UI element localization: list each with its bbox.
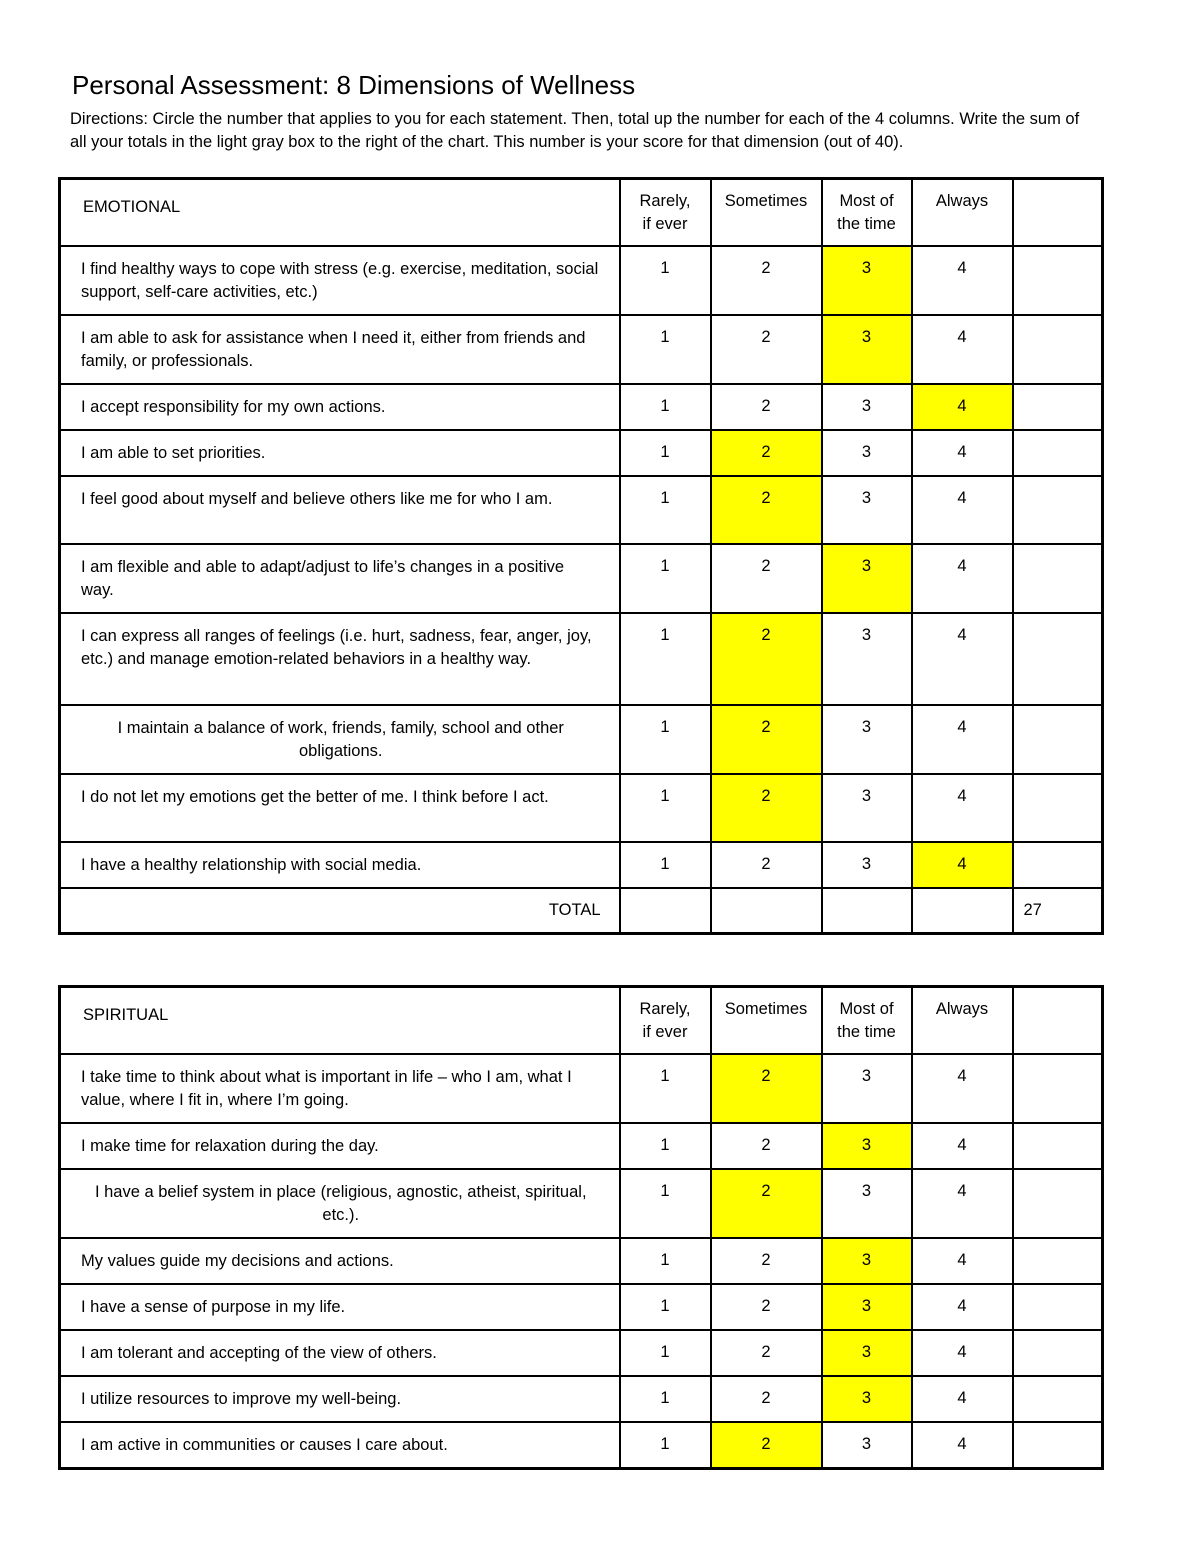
rating-option[interactable]: 3 (822, 705, 912, 774)
page-title: Personal Assessment: 8 Dimensions of Wellness (72, 70, 636, 100)
rating-option[interactable]: 1 (620, 544, 711, 613)
score-cell (1013, 1238, 1103, 1284)
column-total-field[interactable] (822, 888, 912, 934)
column-header: Most of the time (822, 179, 912, 246)
rating-option[interactable]: 4 (912, 1238, 1013, 1284)
section-title: EMOTIONAL (60, 179, 620, 246)
statement-text: I feel good about myself and believe others like me for who I am. (60, 476, 620, 544)
statement-row (60, 384, 1103, 430)
score-header-cell (1013, 179, 1103, 246)
statement-text: I can express all ranges of feelings (i.e. hurt, sadness, fear, anger, joy, etc.) and manage emotion-related behaviors in a healthy way. (60, 613, 620, 705)
statement-row (60, 1238, 1103, 1284)
rating-option[interactable]: 1 (620, 774, 711, 842)
rating-option[interactable]: 1 (620, 1284, 711, 1330)
rating-option[interactable]: 4 (912, 315, 1013, 384)
statement-row (60, 774, 1103, 842)
rating-option[interactable]: 2 (711, 1238, 822, 1284)
column-header: Always (912, 987, 1013, 1054)
statement-text: I take time to think about what is important in life – who I am, what I value, where I fit in, where I’m going. (60, 1054, 620, 1123)
rating-option[interactable]: 2 (711, 1330, 822, 1376)
rating-option[interactable]: 2 (711, 544, 822, 613)
score-cell (1013, 1123, 1103, 1169)
statement-row (60, 1169, 1103, 1238)
statement-text: I am active in communities or causes I care about. (60, 1422, 620, 1469)
rating-option[interactable]: 1 (620, 705, 711, 774)
score-cell (1013, 384, 1103, 430)
statement-row (60, 705, 1103, 774)
statement-text: I make time for relaxation during the day. (60, 1123, 620, 1169)
rating-option[interactable]: 2 (711, 315, 822, 384)
rating-option[interactable]: 3 (822, 1169, 912, 1238)
rating-option-selected[interactable]: 2 (711, 1169, 822, 1238)
header-row (60, 987, 1103, 1054)
rating-option[interactable]: 1 (620, 384, 711, 430)
statement-text: I find healthy ways to cope with stress (e.g. exercise, meditation, social support, self-care activities, etc.) (60, 246, 620, 315)
rating-option-selected[interactable]: 3 (822, 1123, 912, 1169)
statement-text: I have a sense of purpose in my life. (60, 1284, 620, 1330)
rating-option[interactable]: 3 (822, 384, 912, 430)
rating-option[interactable]: 1 (620, 1376, 711, 1422)
rating-option-selected[interactable]: 2 (711, 1054, 822, 1123)
rating-option[interactable]: 1 (620, 430, 711, 476)
statement-text: I have a healthy relationship with social media. (60, 842, 620, 888)
rating-option[interactable]: 2 (711, 1123, 822, 1169)
statement-text: I am able to ask for assistance when I need it, either from friends and family, or professionals. (60, 315, 620, 384)
rating-option[interactable]: 4 (912, 476, 1013, 544)
rating-option[interactable]: 4 (912, 1054, 1013, 1123)
score-cell (1013, 1422, 1103, 1469)
statement-row (60, 1054, 1103, 1123)
statement-row (60, 315, 1103, 384)
score-cell (1013, 476, 1103, 544)
statement-text: I am tolerant and accepting of the view of others. (60, 1330, 620, 1376)
score-cell (1013, 315, 1103, 384)
rating-option[interactable]: 4 (912, 1330, 1013, 1376)
score-cell (1013, 430, 1103, 476)
rating-option[interactable]: 4 (912, 544, 1013, 613)
score-cell (1013, 1376, 1103, 1422)
column-header: Always (912, 179, 1013, 246)
score-cell (1013, 1169, 1103, 1238)
statement-text: My values guide my decisions and actions. (60, 1238, 620, 1284)
directions-text: Directions: Circle the number that applies to you for each statement. Then, total up the number for each of the 4 columns. Write the sum of all your totals in the light gray box to the right of the chart. This number is your score for that dimension (out of 40). (70, 110, 1080, 151)
statement-text: I utilize resources to improve my well-being. (60, 1376, 620, 1422)
statement-row (60, 430, 1103, 476)
rating-option[interactable]: 4 (912, 1376, 1013, 1422)
rating-option-selected[interactable]: 3 (822, 544, 912, 613)
rating-option[interactable]: 4 (912, 705, 1013, 774)
rating-option[interactable]: 4 (912, 246, 1013, 315)
statement-row (60, 246, 1103, 315)
statement-text: I do not let my emotions get the better of me. I think before I act. (60, 774, 620, 842)
column-header: Rarely, if ever (620, 179, 711, 246)
statement-row (60, 842, 1103, 888)
rating-option[interactable]: 2 (711, 1284, 822, 1330)
statement-text: I have a belief system in place (religious, agnostic, atheist, spiritual, etc.). (60, 1169, 620, 1238)
column-header: Sometimes (711, 179, 822, 246)
rating-option[interactable]: 4 (912, 613, 1013, 705)
header-row (60, 179, 1103, 246)
rating-option[interactable]: 1 (620, 1238, 711, 1284)
statement-row (60, 1284, 1103, 1330)
rating-option[interactable]: 1 (620, 1054, 711, 1123)
rating-option[interactable]: 3 (822, 1054, 912, 1123)
rating-option[interactable]: 3 (822, 774, 912, 842)
statement-row (60, 1123, 1103, 1169)
rating-option-selected[interactable]: 3 (822, 1330, 912, 1376)
score-cell (1013, 1054, 1103, 1123)
rating-option[interactable]: 1 (620, 1169, 711, 1238)
rating-option[interactable]: 1 (620, 476, 711, 544)
rating-option[interactable]: 2 (711, 1376, 822, 1422)
rating-option-selected[interactable]: 3 (822, 1238, 912, 1284)
score-cell (1013, 842, 1103, 888)
rating-option-selected[interactable]: 4 (912, 384, 1013, 430)
statement-row (60, 476, 1103, 544)
statement-row (60, 1422, 1103, 1469)
rating-option[interactable]: 1 (620, 1123, 711, 1169)
rating-option[interactable]: 3 (822, 476, 912, 544)
statement-row (60, 1330, 1103, 1376)
rating-option-selected[interactable]: 3 (822, 315, 912, 384)
rating-option-selected[interactable]: 3 (822, 1284, 912, 1330)
score-cell (1013, 246, 1103, 315)
emotional-assessment-table (58, 177, 1104, 935)
column-header: Sometimes (711, 987, 822, 1054)
rating-option-selected[interactable]: 3 (822, 246, 912, 315)
rating-option[interactable]: 1 (620, 315, 711, 384)
rating-option[interactable]: 4 (912, 430, 1013, 476)
statement-row (60, 613, 1103, 705)
column-header: Most of the time (822, 987, 912, 1054)
total-label: TOTAL (60, 888, 620, 934)
score-cell (1013, 705, 1103, 774)
rating-option[interactable]: 4 (912, 1169, 1013, 1238)
rating-option[interactable]: 4 (912, 1422, 1013, 1469)
rating-option[interactable]: 2 (711, 246, 822, 315)
column-total-field[interactable] (912, 888, 1013, 934)
rating-option-selected[interactable]: 2 (711, 774, 822, 842)
rating-option[interactable]: 3 (822, 613, 912, 705)
rating-option[interactable]: 3 (822, 430, 912, 476)
score-cell (1013, 1330, 1103, 1376)
spiritual-assessment-table (58, 985, 1104, 1470)
rating-option[interactable]: 1 (620, 1330, 711, 1376)
score-cell (1013, 774, 1103, 842)
column-header: Rarely, if ever (620, 987, 711, 1054)
column-total-field[interactable] (711, 888, 822, 934)
rating-option[interactable]: 1 (620, 613, 711, 705)
score-cell (1013, 544, 1103, 613)
rating-option[interactable]: 4 (912, 774, 1013, 842)
total-row (60, 888, 1103, 934)
score-cell (1013, 1284, 1103, 1330)
statement-text: I am flexible and able to adapt/adjust to life’s changes in a positive way. (60, 544, 620, 613)
section-title: SPIRITUAL (60, 987, 620, 1054)
rating-option[interactable]: 1 (620, 842, 711, 888)
rating-option-selected[interactable]: 2 (711, 476, 822, 544)
rating-option-selected[interactable]: 2 (711, 430, 822, 476)
column-total-field[interactable] (620, 888, 711, 934)
rating-option[interactable]: 1 (620, 1422, 711, 1469)
statement-row (60, 1376, 1103, 1422)
rating-option[interactable]: 4 (912, 1284, 1013, 1330)
rating-option[interactable]: 2 (711, 842, 822, 888)
rating-option-selected[interactable]: 2 (711, 613, 822, 705)
rating-option[interactable]: 3 (822, 1422, 912, 1469)
rating-option[interactable]: 1 (620, 246, 711, 315)
rating-option-selected[interactable]: 3 (822, 1376, 912, 1422)
statement-text: I maintain a balance of work, friends, family, school and other obligations. (60, 705, 620, 774)
statement-row (60, 544, 1103, 613)
score-header-cell (1013, 987, 1103, 1054)
dimension-score-field[interactable]: 27 (1013, 888, 1103, 934)
rating-option[interactable]: 2 (711, 384, 822, 430)
score-cell (1013, 613, 1103, 705)
rating-option[interactable]: 4 (912, 1123, 1013, 1169)
rating-option-selected[interactable]: 4 (912, 842, 1013, 888)
statement-text: I accept responsibility for my own actions. (60, 384, 620, 430)
rating-option-selected[interactable]: 2 (711, 1422, 822, 1469)
statement-text: I am able to set priorities. (60, 430, 620, 476)
rating-option-selected[interactable]: 2 (711, 705, 822, 774)
rating-option[interactable]: 3 (822, 842, 912, 888)
